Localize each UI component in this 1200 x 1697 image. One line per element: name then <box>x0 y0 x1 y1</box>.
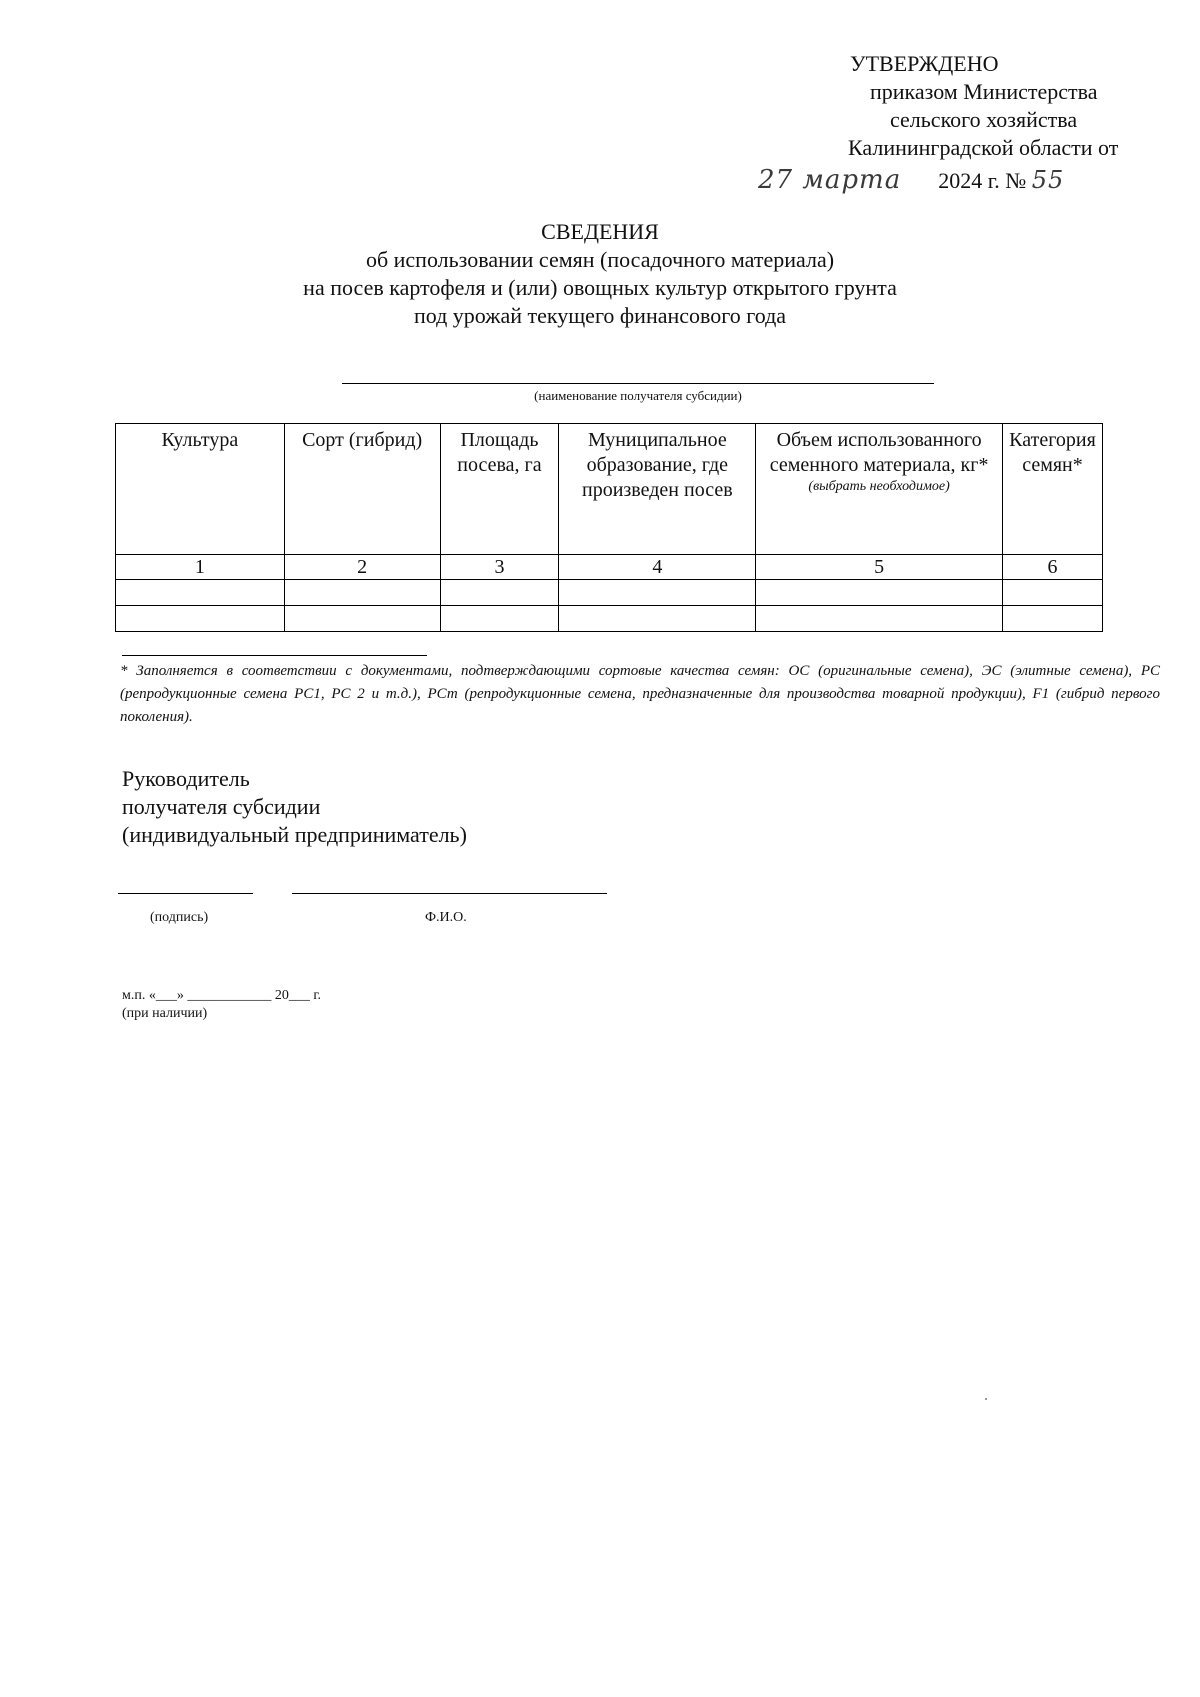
approval-line-3: Калининградской области от <box>848 135 1119 160</box>
approval-line-1: приказом Министерства <box>870 79 1098 104</box>
recipient-caption: (наименование получателя субсидии) <box>534 388 742 403</box>
approval-date-line <box>758 165 1064 195</box>
header-municipality: Муниципальное образование, где произведен посев <box>559 424 756 555</box>
stamp-date-line: м.п. «___» ____________ 20___ г. <box>122 988 322 1003</box>
header-category: Категория семян* <box>1002 424 1102 555</box>
approval-line-2: сельского хозяйства <box>890 107 1078 132</box>
header-crop: Культура <box>116 424 285 555</box>
heading-line-1: об использовании семян (посадочного материала) <box>365 247 835 272</box>
table-cell[interactable] <box>1002 580 1102 606</box>
column-number: 3 <box>440 555 559 580</box>
scan-speck <box>985 1398 987 1400</box>
column-number-row <box>116 555 1103 580</box>
table-cell[interactable] <box>440 606 559 632</box>
table-cell[interactable] <box>440 580 559 606</box>
heading-line-2: на посев картофеля и (или) овощных культур открытого грунта <box>303 275 897 300</box>
column-number: 1 <box>116 555 285 580</box>
seed-usage-table <box>115 423 1103 632</box>
heading-line-3: под урожай текущего финансового года <box>413 303 787 328</box>
approval-block <box>780 50 1160 162</box>
table-cell[interactable] <box>284 606 440 632</box>
table-cell[interactable] <box>284 580 440 606</box>
table-cell[interactable] <box>116 580 285 606</box>
column-number: 2 <box>284 555 440 580</box>
table-row <box>116 606 1103 632</box>
table-cell[interactable] <box>116 606 285 632</box>
signature-line[interactable] <box>118 893 253 894</box>
header-volume-note: (выбрать необходимое) <box>808 479 950 494</box>
handwritten-number: 55 <box>1031 166 1065 194</box>
signature-caption: (подпись) <box>150 910 209 925</box>
document-title: СВЕДЕНИЯ <box>541 219 659 244</box>
table-cell[interactable] <box>559 606 756 632</box>
column-number: 5 <box>756 555 1003 580</box>
header-area: Площадь посева, га <box>440 424 559 555</box>
signatory-line-3: (индивидуальный предприниматель) <box>122 822 467 847</box>
table-cell[interactable] <box>1002 606 1102 632</box>
approval-year: 2024 г. № <box>938 168 1027 193</box>
table-cell[interactable] <box>756 606 1003 632</box>
signatory-block <box>122 765 467 849</box>
document-heading <box>0 218 1200 330</box>
full-name-line[interactable] <box>292 893 607 894</box>
column-number: 6 <box>1002 555 1102 580</box>
handwritten-date: 27 марта <box>758 165 902 195</box>
signatory-line-2: получателя субсидии <box>122 794 321 819</box>
header-volume <box>756 424 1003 555</box>
signatory-line-1: Руководитель <box>122 766 250 791</box>
full-name-caption: Ф.И.О. <box>425 910 467 925</box>
header-variety: Сорт (гибрид) <box>284 424 440 555</box>
recipient-name-line[interactable] <box>342 383 934 384</box>
column-number: 4 <box>559 555 756 580</box>
table-cell[interactable] <box>559 580 756 606</box>
approval-title: УТВЕРЖДЕНО <box>850 51 999 76</box>
table-cell[interactable] <box>756 580 1003 606</box>
footnote-divider <box>122 655 427 656</box>
table-row <box>116 580 1103 606</box>
stamp-note: (при наличии) <box>122 1006 208 1021</box>
footnote-text: * Заполняется в соответствии с документами, подтверждающими сортовые качества семян: ОС (оригинальные семена), ЭС (элитные семена), РС (репродукционные семена РС1, РС 2 и т.д.), РСт (репродукционные семена, предназначенные для производства товарной продукции), F1 (гибрид первого поколения). <box>120 663 1160 725</box>
table-header-row <box>116 424 1103 555</box>
header-volume-label: Объем использованного семенного материала, кг* <box>769 429 989 476</box>
